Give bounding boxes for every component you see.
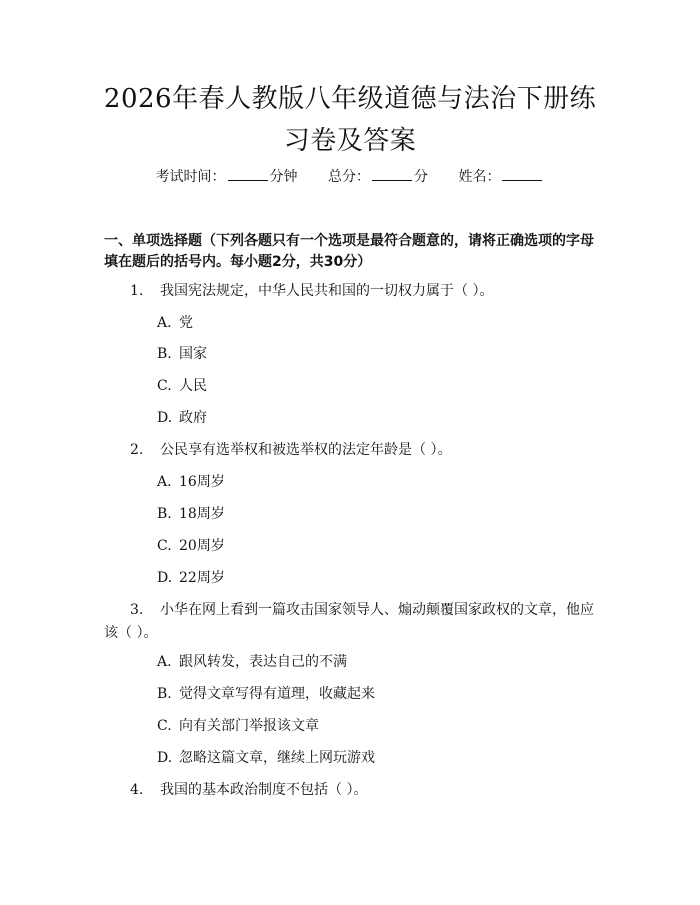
question-item bbox=[104, 281, 604, 301]
option-text: 16周岁 bbox=[179, 474, 225, 490]
name-blank bbox=[502, 168, 542, 181]
option-letter: C. bbox=[157, 538, 172, 554]
question-number: 4. bbox=[130, 782, 144, 798]
option-text: 政府 bbox=[179, 410, 207, 426]
score-label: 总分： bbox=[328, 169, 370, 185]
time-unit: 分钟 bbox=[269, 169, 298, 185]
option-item bbox=[157, 568, 597, 588]
option-text: 人民 bbox=[179, 378, 207, 394]
option-item bbox=[157, 408, 597, 428]
option-item bbox=[157, 536, 597, 556]
section-heading: 一、单项选择题（下列各题只有一个选项是最符合题意的，请将正确选项的字母填在题后的括号内。每小题2分，共30分） bbox=[104, 233, 594, 270]
question-number: 3. bbox=[130, 602, 144, 618]
option-item bbox=[157, 313, 597, 333]
option-text: 22周岁 bbox=[179, 570, 225, 586]
time-blank bbox=[228, 168, 268, 181]
option-text: 向有关部门举报该文章 bbox=[179, 718, 319, 734]
option-letter: C. bbox=[157, 718, 172, 734]
question-text: 我国宪法规定，中华人民共和国的一切权力属于（ ）。 bbox=[160, 283, 494, 299]
option-item bbox=[157, 652, 597, 672]
option-letter: D. bbox=[157, 410, 173, 426]
score-unit: 分 bbox=[414, 169, 428, 185]
question-item bbox=[104, 780, 604, 800]
option-text: 跟风转发，表达自己的不满 bbox=[179, 654, 347, 670]
option-letter: A. bbox=[157, 315, 172, 331]
option-item bbox=[157, 504, 597, 524]
question-number: 1. bbox=[130, 283, 144, 299]
question-item bbox=[104, 440, 604, 460]
exam-meta bbox=[0, 167, 700, 187]
option-letter: A. bbox=[157, 654, 172, 670]
page-title: 2026年春人教版八年级道德与法治下册练习卷及答案 bbox=[103, 84, 597, 156]
option-text: 18周岁 bbox=[179, 506, 225, 522]
question-text: 小华在网上看到一篇攻击国家领导人、煽动颠覆国家政权的文章，他应该（ ）。 bbox=[104, 602, 594, 641]
option-letter: D. bbox=[157, 750, 173, 766]
score-blank bbox=[372, 168, 412, 181]
option-letter: B. bbox=[157, 686, 172, 702]
name-label: 姓名： bbox=[458, 169, 501, 185]
option-item bbox=[157, 684, 597, 704]
option-letter: A. bbox=[157, 474, 172, 490]
option-item bbox=[157, 472, 597, 492]
option-item bbox=[157, 344, 597, 364]
option-text: 觉得文章写得有道理，收藏起来 bbox=[179, 686, 375, 702]
option-item bbox=[157, 716, 597, 736]
question-item bbox=[104, 599, 604, 645]
question-number: 2. bbox=[130, 442, 144, 458]
option-letter: B. bbox=[157, 346, 172, 362]
time-label: 考试时间： bbox=[155, 169, 226, 185]
exam-time bbox=[156, 167, 298, 187]
question-text: 我国的基本政治制度不包括（ ）。 bbox=[160, 782, 368, 798]
option-letter: C. bbox=[157, 378, 172, 394]
total-score bbox=[328, 167, 428, 187]
option-letter: B. bbox=[157, 506, 172, 522]
option-item bbox=[157, 748, 597, 768]
option-item bbox=[157, 376, 597, 396]
option-text: 忽略这篇文章，继续上网玩游戏 bbox=[179, 750, 375, 766]
question-text: 公民享有选举权和被选举权的法定年龄是（ ）。 bbox=[160, 442, 452, 458]
student-name bbox=[458, 167, 544, 187]
option-letter: D. bbox=[157, 570, 173, 586]
option-text: 国家 bbox=[179, 346, 207, 362]
option-text: 党 bbox=[179, 315, 193, 331]
option-text: 20周岁 bbox=[179, 538, 225, 554]
